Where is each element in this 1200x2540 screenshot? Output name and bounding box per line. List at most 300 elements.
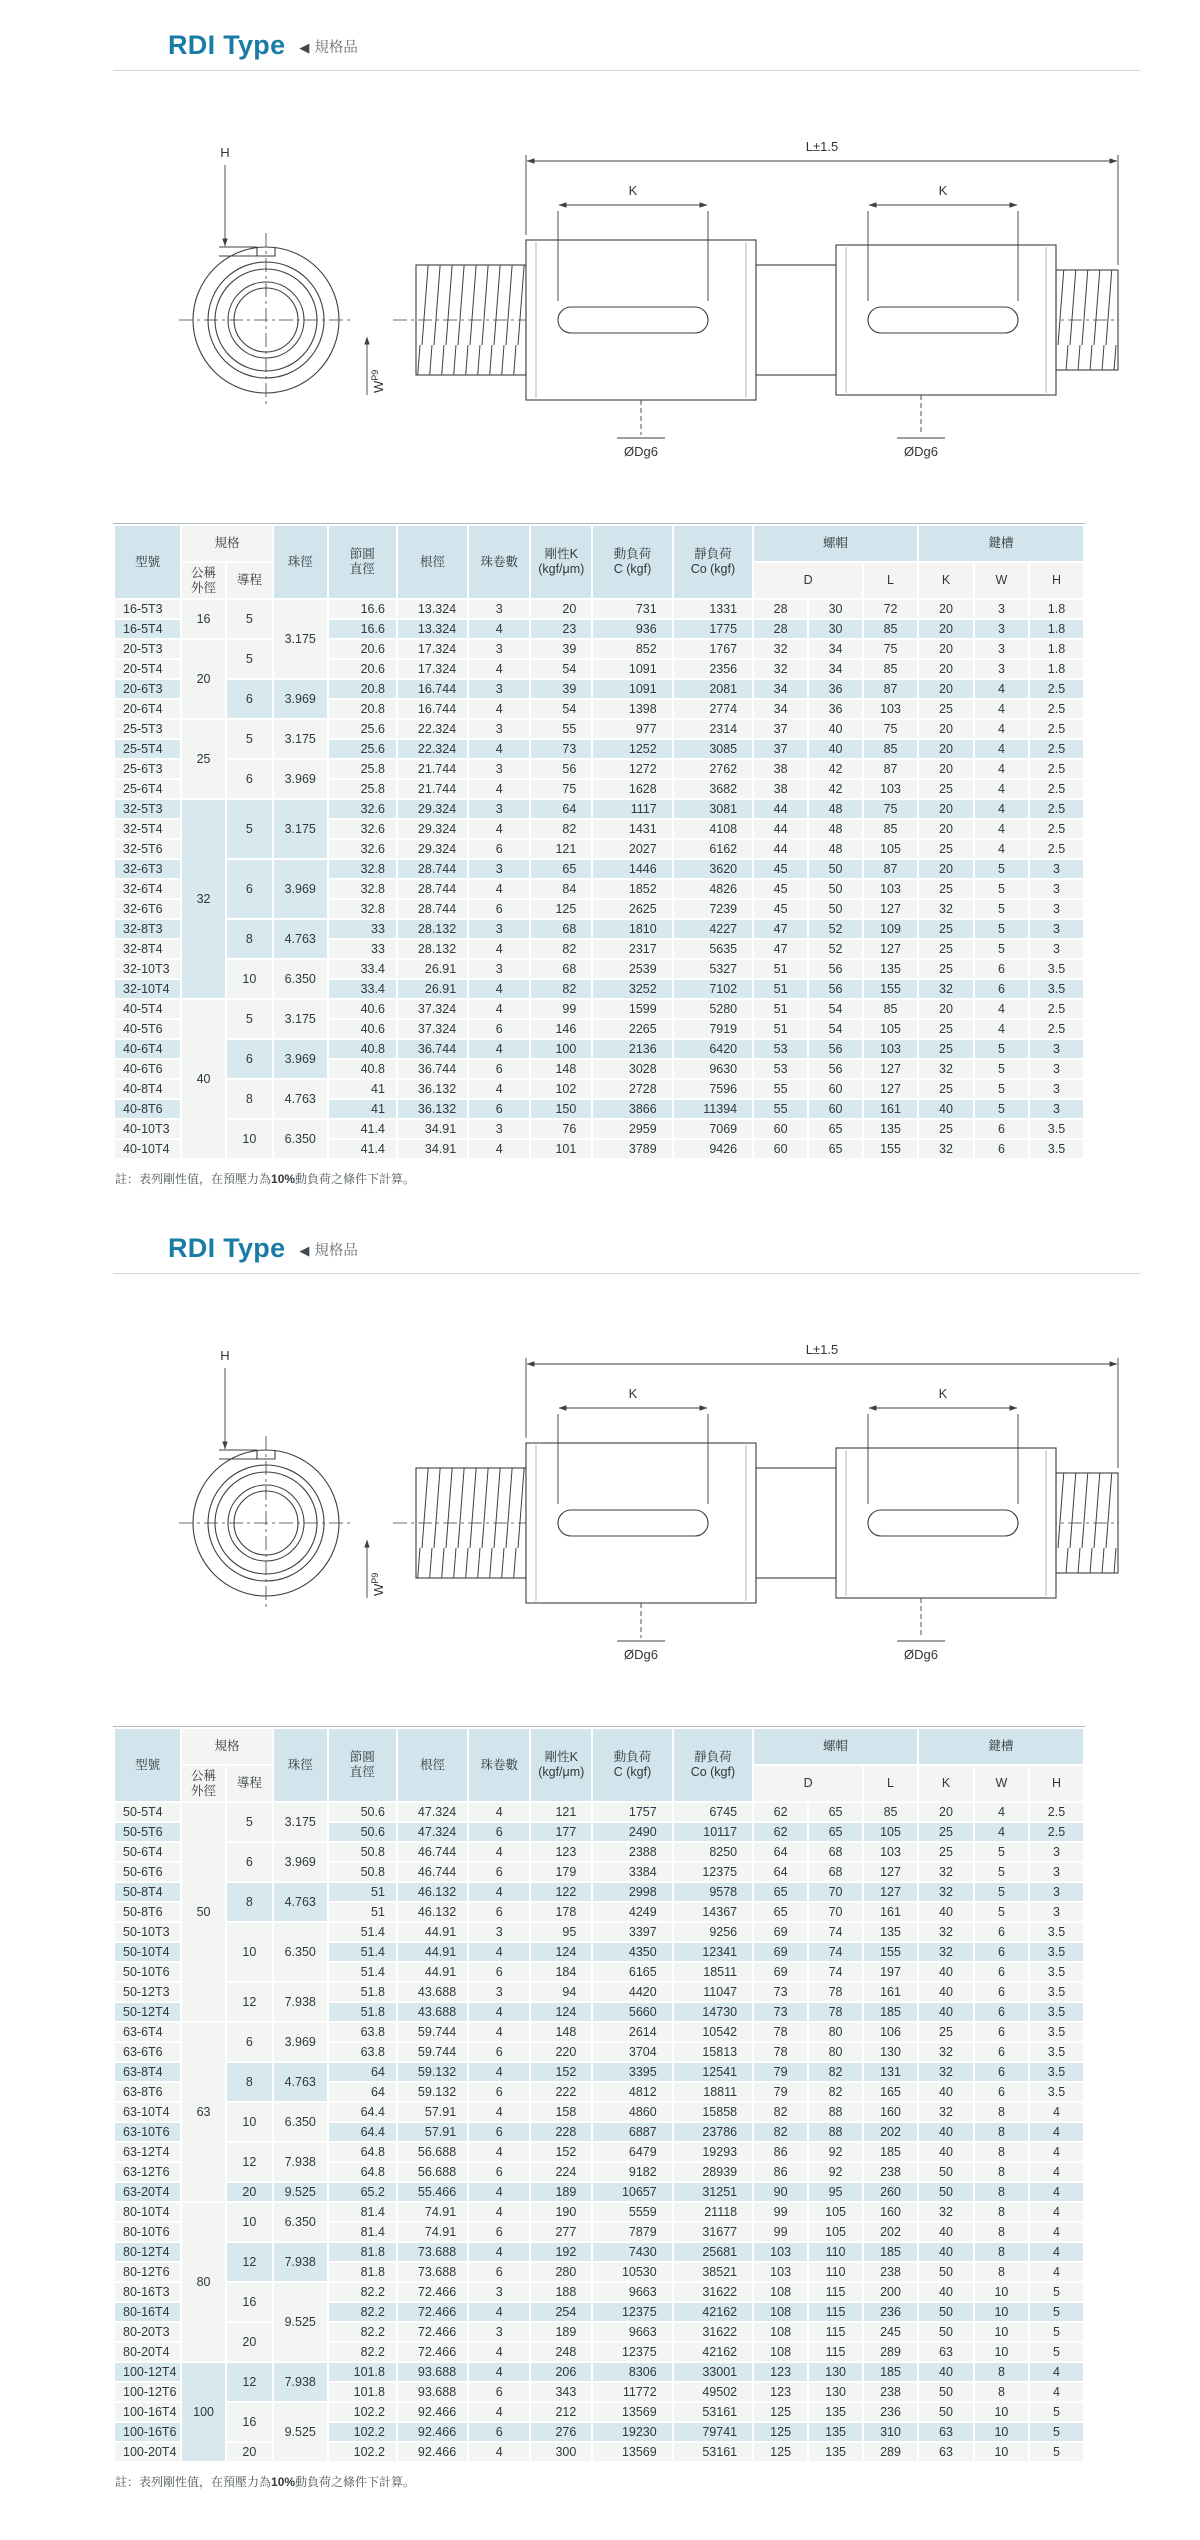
table-cell: 20-5T3 [115, 640, 180, 658]
table-cell: 5 [975, 920, 1028, 938]
table-cell: 6 [975, 960, 1028, 978]
table-cell: 50 [919, 2303, 973, 2321]
table-cell: 65 [809, 1823, 862, 1841]
table-cell: 36 [809, 700, 862, 718]
table-cell: 103 [864, 1040, 917, 1058]
table-row [115, 2183, 1083, 2201]
table-cell: 3252 [593, 980, 671, 998]
table-cell: 185 [864, 2363, 917, 2381]
table-cell: 2774 [674, 700, 752, 718]
table-cell: 82.2 [329, 2283, 396, 2301]
table-cell: 4 [975, 740, 1028, 758]
col-header-spec: 規格 [182, 1729, 272, 1764]
table-row [115, 960, 1083, 978]
table-row [115, 2243, 1083, 2261]
spec-table [113, 523, 1085, 1160]
table-cell: 87 [864, 680, 917, 698]
table-cell: 127 [864, 900, 917, 918]
table-cell: 41.4 [329, 1120, 396, 1138]
table-cell: 124 [531, 1943, 591, 1961]
table-cell: 72.466 [398, 2343, 467, 2361]
table-cell: 94 [531, 1983, 591, 2001]
table-row [115, 2103, 1083, 2121]
table-cell: 48 [809, 800, 862, 818]
table-cell: 3085 [674, 740, 752, 758]
table-cell: 1446 [593, 860, 671, 878]
table-cell: 54 [809, 1000, 862, 1018]
table-cell: 32 [754, 640, 807, 658]
table-cell: 38 [754, 760, 807, 778]
table-cell: 6 [975, 1140, 1028, 1158]
table-cell: 33001 [674, 2363, 752, 2381]
side-view [393, 240, 1119, 400]
table-cell: 63 [919, 2343, 973, 2361]
table-cell: 6.350 [274, 2203, 327, 2241]
table-cell: 10 [975, 2403, 1028, 2421]
table-cell: 13569 [593, 2403, 671, 2421]
table-cell: 32-5T4 [115, 820, 180, 838]
table-cell: 12375 [593, 2303, 671, 2321]
table-cell: 56 [531, 760, 591, 778]
table-cell: 4.763 [274, 1883, 327, 1921]
table-cell: 6 [227, 1040, 272, 1078]
table-cell: 32 [919, 1140, 973, 1158]
table-cell: 40-10T3 [115, 1120, 180, 1138]
table-cell: 6 [975, 1963, 1028, 1981]
table-cell: 8 [227, 1080, 272, 1118]
table-cell: 4 [975, 720, 1028, 738]
table-cell: 200 [864, 2283, 917, 2301]
table-cell: 32 [919, 2103, 973, 2121]
table-row [115, 2023, 1083, 2041]
table-cell: 85 [864, 1000, 917, 1018]
table-cell: 1252 [593, 740, 671, 758]
table-cell: 25-5T4 [115, 740, 180, 758]
table-row [115, 1040, 1083, 1058]
table-cell: 10542 [674, 2023, 752, 2041]
table-cell: 4826 [674, 880, 752, 898]
table-cell: 100-16T6 [115, 2423, 180, 2441]
table-cell: 44 [754, 840, 807, 858]
table-cell: 148 [531, 2023, 591, 2041]
table-cell: 40-10T4 [115, 1140, 180, 1158]
table-cell: 6 [469, 2223, 529, 2241]
table-cell: 5 [975, 1903, 1028, 1921]
table-cell: 50-5T4 [115, 1803, 180, 1821]
spec-table [113, 1726, 1085, 2463]
table-cell: 4 [469, 700, 529, 718]
table-cell: 37 [754, 720, 807, 738]
table-cell: 25681 [674, 2243, 752, 2261]
table-cell: 3.5 [1030, 1140, 1083, 1158]
table-cell: 79741 [674, 2423, 752, 2441]
table-cell: 55 [754, 1080, 807, 1098]
table-cell: 1091 [593, 660, 671, 678]
dia-leader-right [897, 1598, 945, 1641]
table-cell: 20 [919, 1803, 973, 1821]
table-cell: 45 [754, 900, 807, 918]
table-cell: 20 [919, 740, 973, 758]
table-cell: 28 [754, 600, 807, 618]
table-cell: 4 [1030, 2123, 1083, 2141]
table-cell: 68 [809, 1863, 862, 1881]
table-cell: 5 [975, 900, 1028, 918]
table-cell: 92.466 [398, 2443, 467, 2461]
table-cell: 46.132 [398, 1883, 467, 1901]
table-cell: 4.763 [274, 920, 327, 958]
table-cell: 56 [809, 960, 862, 978]
table-cell: 9630 [674, 1060, 752, 1078]
table-cell: 80 [809, 2043, 862, 2061]
table-cell: 6 [469, 1903, 529, 1921]
table-cell: 5 [975, 860, 1028, 878]
table-cell: 34 [809, 660, 862, 678]
table-cell: 85 [864, 660, 917, 678]
table-cell: 33.4 [329, 960, 396, 978]
col-header-model: 型號 [115, 526, 180, 598]
table-cell: 2356 [674, 660, 752, 678]
table-row [115, 920, 1083, 938]
table-cell: 64 [754, 1863, 807, 1881]
table-cell: 14367 [674, 1903, 752, 1921]
table-cell: 50.8 [329, 1843, 396, 1861]
table-cell: 4 [1030, 2363, 1083, 2381]
table-cell: 54 [809, 1020, 862, 1038]
table-cell: 26.91 [398, 980, 467, 998]
table-cell: 87 [864, 860, 917, 878]
table-cell: 82.2 [329, 2323, 396, 2341]
table-cell: 28.744 [398, 900, 467, 918]
table-cell: 20 [919, 1000, 973, 1018]
table-cell: 4227 [674, 920, 752, 938]
table-cell: 2.5 [1030, 1803, 1083, 1821]
table-cell: 3 [1030, 880, 1083, 898]
table-cell: 18511 [674, 1963, 752, 1981]
table-cell: 56.688 [398, 2163, 467, 2181]
table-cell: 20.6 [329, 660, 396, 678]
table-cell: 7.938 [274, 2243, 327, 2281]
table-cell: 40 [919, 2283, 973, 2301]
table-cell: 3.5 [1030, 960, 1083, 978]
table-cell: 6 [469, 2083, 529, 2101]
table-cell: 38521 [674, 2263, 752, 2281]
table-cell: 4 [975, 760, 1028, 778]
table-cell: 2959 [593, 1120, 671, 1138]
table-cell: 109 [864, 920, 917, 938]
table-cell: 80-12T4 [115, 2243, 180, 2261]
table-cell: 36.744 [398, 1040, 467, 1058]
table-cell: 2.5 [1030, 760, 1083, 778]
col-header-static-load: 靜負荷 Co (kgf) [674, 526, 752, 598]
dim-h-label: H [220, 1348, 230, 1363]
table-cell: 20.8 [329, 700, 396, 718]
table-cell: 4 [469, 1943, 529, 1961]
table-cell: 3 [469, 860, 529, 878]
table-cell: 4 [469, 1140, 529, 1158]
table-cell: 79 [754, 2063, 807, 2081]
table-cell: 40 [919, 1963, 973, 1981]
table-cell: 212 [531, 2403, 591, 2421]
dim-k-right-label: K [938, 1386, 948, 1401]
table-cell: 8 [975, 2163, 1028, 2181]
table-cell: 1.8 [1030, 640, 1083, 658]
table-cell: 155 [864, 1943, 917, 1961]
table-cell: 10 [227, 1120, 272, 1158]
table-cell: 31677 [674, 2223, 752, 2241]
table-cell: 3.5 [1030, 2023, 1083, 2041]
table-cell: 6887 [593, 2123, 671, 2141]
table-cell: 10 [975, 2423, 1028, 2441]
table-cell: 82 [754, 2123, 807, 2141]
table-cell: 31251 [674, 2183, 752, 2201]
table-cell: 3 [1030, 1040, 1083, 1058]
table-cell: 25 [919, 1080, 973, 1098]
table-cell: 20 [531, 600, 591, 618]
table-cell: 6 [975, 2063, 1028, 2081]
table-cell: 103 [864, 880, 917, 898]
table-cell: 6 [469, 2163, 529, 2181]
table-cell: 25 [919, 1120, 973, 1138]
table-cell: 12341 [674, 1943, 752, 1961]
table-cell: 14730 [674, 2003, 752, 2021]
ballscrew-technical-drawing [121, 1288, 1121, 1708]
table-cell: 3 [469, 1923, 529, 1941]
table-cell: 75 [531, 780, 591, 798]
table-cell: 32.8 [329, 900, 396, 918]
table-cell: 5 [227, 800, 272, 858]
table-cell: 23 [531, 620, 591, 638]
table-cell: 64.4 [329, 2123, 396, 2141]
table-cell: 16 [182, 600, 225, 638]
table-cell: 224 [531, 2163, 591, 2181]
table-cell: 4 [975, 780, 1028, 798]
table-cell: 185 [864, 2143, 917, 2161]
table-cell: 4 [975, 840, 1028, 858]
table-cell: 4 [469, 2063, 529, 2081]
table-cell: 19230 [593, 2423, 671, 2441]
table-cell: 7.938 [274, 1983, 327, 2021]
table-cell: 39 [531, 640, 591, 658]
table-cell: 40 [809, 740, 862, 758]
table-cell: 44 [754, 800, 807, 818]
table-cell: 161 [864, 1100, 917, 1118]
table-cell: 63-10T6 [115, 2123, 180, 2141]
table-cell: 2265 [593, 1020, 671, 1038]
table-cell: 3.5 [1030, 2043, 1083, 2061]
table-cell: 6479 [593, 2143, 671, 2161]
spec-section [113, 30, 1140, 1187]
table-cell: 127 [864, 1883, 917, 1901]
table-cell: 32.6 [329, 840, 396, 858]
table-cell: 121 [531, 840, 591, 858]
table-cell: 121 [531, 1803, 591, 1821]
table-cell: 15813 [674, 2043, 752, 2061]
table-cell: 3 [1030, 1100, 1083, 1118]
table-cell: 3 [469, 760, 529, 778]
table-cell: 5 [1030, 2443, 1083, 2461]
table-cell: 127 [864, 1863, 917, 1881]
table-cell: 150 [531, 1100, 591, 1118]
table-cell: 6 [469, 1100, 529, 1118]
table-cell: 15858 [674, 2103, 752, 2121]
table-cell: 2081 [674, 680, 752, 698]
col-header-h: H [1030, 1766, 1083, 1801]
table-cell: 5 [1030, 2283, 1083, 2301]
col-header-circuits: 珠卷數 [469, 526, 529, 598]
table-cell: 93.688 [398, 2363, 467, 2381]
table-cell: 3 [1030, 940, 1083, 958]
table-cell: 82.2 [329, 2303, 396, 2321]
table-cell: 7919 [674, 1020, 752, 1038]
section-title-block [113, 30, 1140, 71]
table-cell: 6.350 [274, 1120, 327, 1158]
table-cell: 4 [469, 2363, 529, 2381]
table-cell: 62 [754, 1803, 807, 1821]
col-header-h: H [1030, 563, 1083, 598]
table-row [115, 2203, 1083, 2221]
end-view [179, 233, 353, 407]
table-cell: 3.5 [1030, 980, 1083, 998]
table-cell: 74.91 [398, 2223, 467, 2241]
table-cell: 32 [919, 900, 973, 918]
table-cell: 32.8 [329, 860, 396, 878]
table-cell: 32-6T4 [115, 880, 180, 898]
table-cell: 2.5 [1030, 1000, 1083, 1018]
table-cell: 20 [919, 680, 973, 698]
table-cell: 64.8 [329, 2143, 396, 2161]
table-cell: 28.132 [398, 940, 467, 958]
table-cell: 10 [975, 2343, 1028, 2361]
table-cell: 95 [809, 2183, 862, 2201]
table-cell: 3.5 [1030, 1943, 1083, 1961]
table-cell: 135 [809, 2443, 862, 2461]
mid-shaft [756, 1468, 836, 1578]
table-cell: 5 [1030, 2343, 1083, 2361]
table-cell: 81.4 [329, 2223, 396, 2241]
table-cell: 100-12T6 [115, 2383, 180, 2401]
col-header-d: D [754, 563, 862, 598]
table-cell: 9663 [593, 2283, 671, 2301]
table-cell: 2388 [593, 1843, 671, 1861]
table-cell: 56 [809, 1060, 862, 1078]
table-cell: 103 [754, 2263, 807, 2281]
table-cell: 9578 [674, 1883, 752, 1901]
table-cell: 4420 [593, 1983, 671, 2001]
table-row [115, 1000, 1083, 1018]
table-cell: 19293 [674, 2143, 752, 2161]
table-row [115, 760, 1083, 778]
table-cell: 9663 [593, 2323, 671, 2341]
dim-l-label: L±1.5 [805, 1342, 839, 1357]
col-header-lead: 導程 [227, 1766, 272, 1801]
dia-leader-left [617, 400, 665, 438]
table-cell: 34.91 [398, 1120, 467, 1138]
table-cell: 3 [1030, 1903, 1083, 1921]
col-header-circuits: 珠卷數 [469, 1729, 529, 1801]
page-title: RDI Type [168, 30, 286, 60]
table-cell: 6 [227, 760, 272, 798]
table-cell: 41.4 [329, 1140, 396, 1158]
table-cell: 1757 [593, 1803, 671, 1821]
table-cell: 3384 [593, 1863, 671, 1881]
table-cell: 165 [864, 2083, 917, 2101]
table-cell: 8306 [593, 2363, 671, 2381]
table-cell: 3.175 [274, 600, 327, 678]
table-cell: 10 [227, 960, 272, 998]
table-cell: 1852 [593, 880, 671, 898]
table-cell: 236 [864, 2303, 917, 2321]
table-cell: 16.6 [329, 600, 396, 618]
col-header-ball-dia: 珠徑 [274, 1729, 327, 1801]
thread-section-right [1056, 270, 1118, 370]
table-cell: 3.969 [274, 1040, 327, 1078]
table-cell: 65 [809, 1803, 862, 1821]
table-cell: 6 [469, 900, 529, 918]
table-cell: 4 [469, 2183, 529, 2201]
table-cell: 50 [919, 2183, 973, 2201]
table-cell: 192 [531, 2243, 591, 2261]
table-cell: 43.688 [398, 1983, 467, 2001]
table-cell: 123 [754, 2363, 807, 2381]
table-cell: 32 [919, 2203, 973, 2221]
table-cell: 3 [975, 660, 1028, 678]
col-header-nut: 螺帽 [754, 1729, 917, 1764]
table-cell: 160 [864, 2103, 917, 2121]
table-cell: 1117 [593, 800, 671, 818]
table-row [115, 1923, 1083, 1941]
table-cell: 20 [919, 800, 973, 818]
table-cell: 4860 [593, 2103, 671, 2121]
table-cell: 40-8T6 [115, 1100, 180, 1118]
table-cell: 2762 [674, 760, 752, 778]
table-cell: 73 [754, 1983, 807, 2001]
table-cell: 63-12T6 [115, 2163, 180, 2181]
table-cell: 3081 [674, 800, 752, 818]
table-cell: 70 [809, 1903, 862, 1921]
table-cell: 189 [531, 2323, 591, 2341]
table-cell: 5 [227, 720, 272, 758]
table-cell: 124 [531, 2003, 591, 2021]
left-triangle-marker-icon: ◀ [299, 40, 310, 55]
table-cell: 127 [864, 940, 917, 958]
table-cell: 50 [919, 2163, 973, 2181]
dia-label-right: ØDg6 [904, 1647, 938, 1662]
table-cell: 4 [975, 1823, 1028, 1841]
table-cell: 65 [754, 1883, 807, 1901]
table-cell: 3028 [593, 1060, 671, 1078]
table-cell: 3 [469, 1120, 529, 1138]
table-cell: 32.8 [329, 880, 396, 898]
col-header-ball-dia: 珠徑 [274, 526, 327, 598]
table-cell: 32-5T6 [115, 840, 180, 858]
table-cell: 4 [469, 660, 529, 678]
table-cell: 8 [975, 2383, 1028, 2401]
dim-k-left-label: K [628, 183, 638, 198]
table-cell: 3620 [674, 860, 752, 878]
table-cell: 236 [864, 2403, 917, 2421]
table-cell: 4 [469, 2143, 529, 2161]
table-cell: 16.6 [329, 620, 396, 638]
table-cell: 5 [975, 880, 1028, 898]
table-cell: 8 [975, 2123, 1028, 2141]
table-cell: 3 [975, 640, 1028, 658]
table-cell: 125 [754, 2403, 807, 2421]
table-cell: 40.8 [329, 1040, 396, 1058]
table-cell: 50 [809, 900, 862, 918]
table-cell: 4 [469, 980, 529, 998]
table-cell: 28.744 [398, 880, 467, 898]
table-cell: 7.938 [274, 2363, 327, 2401]
